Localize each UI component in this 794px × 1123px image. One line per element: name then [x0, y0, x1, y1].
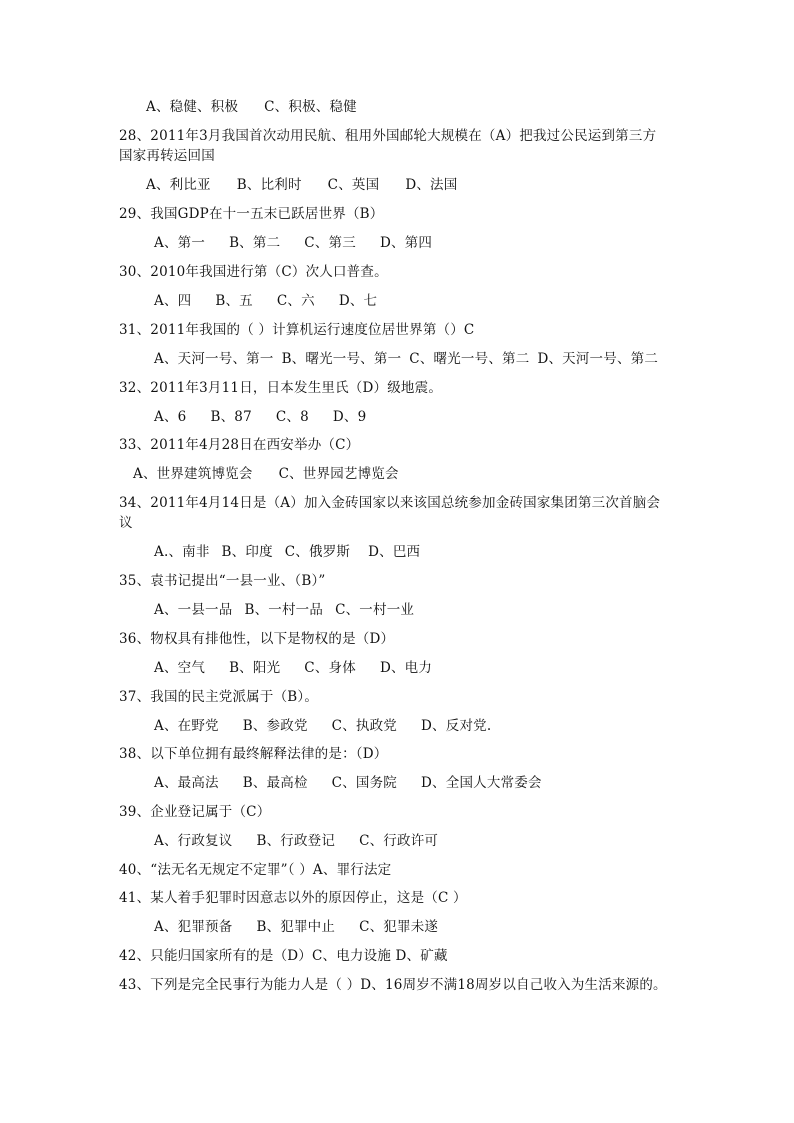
- question-28-line-1: 28、2011年3月我国首次动用民航、租用外国邮轮大规模在（A）把我过公民运到第三方: [119, 128, 657, 144]
- option: B、比利时: [236, 177, 302, 193]
- option: A、稳健、积极: [146, 99, 239, 115]
- option: D、第四: [379, 235, 433, 251]
- option: C、积极、稳健: [264, 99, 357, 115]
- option: C、执政党: [331, 718, 398, 734]
- option: D、法国: [405, 177, 458, 193]
- option: A、利比亚: [146, 177, 211, 193]
- question-32-options: [154, 408, 390, 426]
- question-35: 35、袁书记提出“一县一业、（B）”: [119, 573, 326, 589]
- question-42: 42、只能归国家所有的是（D）C、电力设施 D、矿藏: [119, 948, 448, 964]
- question-29-options: [154, 234, 456, 252]
- option: D、反对党.: [421, 718, 492, 734]
- question-36-options: [154, 659, 456, 677]
- option: B、参政党: [242, 718, 308, 734]
- question-33-options: [133, 465, 425, 483]
- question-37-options: [154, 717, 515, 735]
- option: C、曙光一号、第二: [409, 351, 530, 367]
- question-34-line-2: 议: [119, 515, 133, 531]
- question-37: 37、我国的民主党派属于（B）。: [119, 689, 319, 705]
- question-34-options: [154, 543, 444, 561]
- option: A、第一: [154, 235, 206, 251]
- option: B、曙光一号、第一: [281, 351, 402, 367]
- option: B、行政登记: [256, 833, 336, 849]
- question-30-options: [154, 292, 401, 310]
- question-36: 36、物权具有排他性，以下是物权的是（D）: [119, 631, 395, 647]
- option: A、四: [154, 293, 192, 309]
- option: C、俄罗斯: [284, 544, 351, 560]
- option: D、9: [332, 409, 367, 425]
- option: C、国务院: [331, 775, 398, 791]
- option: B、印度: [221, 544, 273, 560]
- question-32: 32、2011年3月11日，日本发生里氏（D）级地震。: [119, 380, 443, 396]
- question-28-options: [146, 176, 483, 194]
- option: A、行政复议: [154, 833, 233, 849]
- question-30: 30、2010年我国进行第（C）次人口普查。: [119, 264, 388, 280]
- option: C、世界园艺博览会: [278, 466, 399, 482]
- option: D、七: [338, 293, 378, 309]
- option: A、世界建筑博览会: [133, 466, 253, 482]
- option: C、8: [275, 409, 309, 425]
- option: C、第三: [304, 235, 356, 251]
- question-35-options: [154, 601, 438, 619]
- question-34-line-1: 34、2011年4月14日是（A）加入金砖国家以来该国总统参加金砖国家集团第三次首脑会: [119, 495, 661, 511]
- question-31-options: [154, 350, 658, 368]
- option: A、天河一号、第一: [154, 351, 274, 367]
- option: B、第二: [229, 235, 281, 251]
- option: B、87: [210, 409, 252, 425]
- option: C、英国: [327, 177, 380, 193]
- option: B、五: [215, 293, 253, 309]
- question-39: 39、企业登记属于（C）: [119, 804, 271, 820]
- options-line: [146, 98, 383, 116]
- option: B、最高检: [242, 775, 308, 791]
- option: A、最高法: [154, 775, 219, 791]
- option: D、电力: [379, 660, 433, 676]
- option: C、六: [276, 293, 315, 309]
- option: A、一县一品: [154, 602, 233, 618]
- question-43: 43、下列是完全民事行为能力人是（ ）D、16周岁不满18周岁以自己收入为生活来源的。: [119, 977, 667, 993]
- question-38-options: [154, 774, 566, 792]
- option: A、空气: [154, 660, 206, 676]
- question-39-options: [154, 832, 462, 850]
- option: C、行政许可: [359, 833, 439, 849]
- option: D、巴西: [368, 544, 421, 560]
- option: C、身体: [304, 660, 356, 676]
- option: C、一村一业: [335, 602, 415, 618]
- option: B、一村一品: [244, 602, 324, 618]
- option: A、犯罪预备: [154, 919, 233, 935]
- question-41-options: [154, 918, 462, 936]
- option: A、在野党: [154, 718, 219, 734]
- question-33: 33、2011年4月28日在西安举办（C）: [119, 437, 360, 453]
- question-29: 29、我国GDP在十一五末已跃居世界（B）: [119, 206, 384, 222]
- question-40: 40、“法无名无规定不定罪”（ ）A、罪行法定: [119, 862, 392, 878]
- option: A、6: [154, 409, 187, 425]
- option: B、犯罪中止: [256, 919, 336, 935]
- question-41: 41、某人着手犯罪时因意志以外的原因停止，这是（C ）: [119, 890, 467, 906]
- question-38: 38、以下单位拥有最终解释法律的是：（D）: [119, 746, 388, 762]
- option: D、天河一号、第二: [537, 351, 659, 367]
- question-28-line-2: 国家再转运回国: [119, 148, 215, 164]
- question-31: 31、2011年我国的（ ）计算机运行速度位居世界第（）C: [119, 322, 475, 338]
- option: C、犯罪未遂: [359, 919, 439, 935]
- option: D、全国人大常委会: [421, 775, 542, 791]
- option: A.、南非: [154, 544, 210, 560]
- option: B、阳光: [229, 660, 281, 676]
